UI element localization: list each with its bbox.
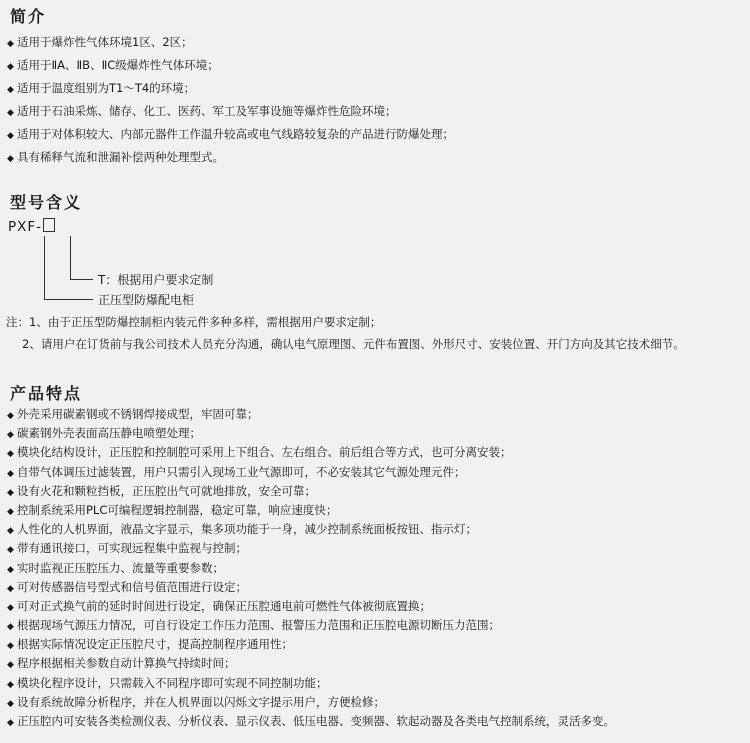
bullet-icon: ◆ bbox=[7, 85, 14, 95]
bullet-icon: ◆ bbox=[7, 602, 14, 613]
list-item: ◆ 模块化程序设计，只需载入不同程序即可实现不同控制功能； bbox=[7, 674, 615, 693]
list-item: ◆ 适用于石油采炼、储存、化工、医药、军工及军事设施等爆炸性危险环境； bbox=[7, 100, 454, 123]
list-item: ◆ 外壳采用碳素钢或不锈钢焊接成型，牢固可靠； bbox=[7, 405, 615, 424]
intro-title: 简介 bbox=[10, 7, 47, 26]
bullet-icon: ◆ bbox=[7, 154, 14, 164]
list-item: ◆ 自带气体调压过滤装置，用户只需引入现场工业气源即可，不必安装其它气源处理元件； bbox=[7, 463, 615, 482]
list-item: ◆ 设有系统故障分析程序，并在人机界面以闪烁文字提示用户，方便检修； bbox=[7, 693, 615, 712]
list-item: ◆ 带有通讯接口，可实现远程集中监视与控制； bbox=[7, 539, 615, 558]
bullet-icon: ◆ bbox=[7, 108, 14, 118]
cabinet-label: 正压型防爆配电柜 bbox=[98, 293, 195, 307]
bullet-icon: ◆ bbox=[7, 641, 14, 652]
features-list bbox=[7, 405, 615, 731]
list-item: ◆ 控制系统采用PLC可编程逻辑控制器，稳定可靠，响应速度快； bbox=[7, 501, 615, 520]
list-item: ◆ 适用于温度组别为T1～T4的环境； bbox=[7, 77, 454, 100]
bullet-icon: ◆ bbox=[7, 430, 14, 441]
t-label: T：根据用户要求定制 bbox=[98, 273, 214, 287]
bullet-icon: ◆ bbox=[7, 62, 14, 72]
bullet-icon: ◆ bbox=[7, 583, 14, 594]
note-2: 2、请用户在订货前与我公司技术人员充分沟通，确认电气原理图、元件布置图、外形尺寸、安装位置、开门方向及其它技术细节。 bbox=[22, 337, 685, 351]
intro-list bbox=[7, 31, 454, 169]
bullet-icon: ◆ bbox=[7, 679, 14, 690]
list-item: ◆ 可对正式换气前的延时时间进行设定，确保正压腔通电前可燃性气体被彻底置换； bbox=[7, 597, 615, 616]
bullet-icon: ◆ bbox=[7, 449, 14, 460]
model-code: PXF- bbox=[8, 218, 55, 235]
cabinet-bracket bbox=[44, 236, 93, 300]
list-item: ◆ 模块化结构设计，正压腔和控制腔可采用上下组合、左右组合、前后组合等方式，也可分离安装； bbox=[7, 443, 615, 462]
placeholder-box-icon bbox=[43, 218, 55, 232]
bullet-icon: ◆ bbox=[7, 506, 14, 517]
bullet-icon: ◆ bbox=[7, 718, 14, 728]
bullet-icon: ◆ bbox=[7, 411, 14, 421]
list-item: ◆ 适用于ⅡA、ⅡB、ⅡC级爆炸性气体环境； bbox=[7, 54, 454, 77]
list-item: ◆ 程序根据相关参数自动计算换气持续时间； bbox=[7, 654, 615, 673]
note-1: 注：1、由于正压型防爆控制柜内装元件多种多样，需根据用户要求定制； bbox=[6, 315, 382, 329]
list-item: ◆ 实时监视正压腔压力、流量等重要参数； bbox=[7, 559, 615, 578]
bullet-icon: ◆ bbox=[7, 487, 14, 498]
bullet-icon: ◆ bbox=[7, 39, 14, 49]
bullet-icon: ◆ bbox=[7, 545, 14, 556]
bullet-icon: ◆ bbox=[7, 564, 14, 575]
list-item: ◆ 具有稀释气流和泄漏补偿两种处理型式。 bbox=[7, 146, 454, 169]
features-title: 产品特点 bbox=[10, 384, 83, 403]
list-item: ◆ 根据现场气源压力情况，可自行设定工作压力范围、报警压力范围和正压腔电源切断压力范围； bbox=[7, 616, 615, 635]
bullet-icon: ◆ bbox=[7, 526, 14, 537]
bullet-icon: ◆ bbox=[7, 131, 14, 141]
list-item: ◆ 根据实际情况设定正压腔尺寸，提高控制程序通用性； bbox=[7, 635, 615, 654]
list-item: ◆ 可对传感器信号型式和信号值范围进行设定； bbox=[7, 578, 615, 597]
bullet-icon: ◆ bbox=[7, 660, 14, 671]
list-item: ◆ 适用于对体积较大、内部元器件工作温升较高或电气线路较复杂的产品进行防爆处理； bbox=[7, 123, 454, 146]
list-item: ◆ 适用于爆炸性气体环境1区、2区； bbox=[7, 31, 454, 54]
list-item: ◆ 设有火花和颗粒挡板，正压腔出气可就地排放，安全可靠； bbox=[7, 482, 615, 501]
list-item: ◆ 正压腔内可安装各类检测仪表、分析仪表、显示仪表、低压电器、变频器、软起动器及各类电气控制系统，灵活多变。 bbox=[7, 712, 615, 731]
list-item: ◆ 人性化的人机界面，液晶文字显示，集多项功能于一身，减少控制系统面板按钮、指示灯； bbox=[7, 520, 615, 539]
bullet-icon: ◆ bbox=[7, 622, 14, 633]
bullet-icon: ◆ bbox=[7, 698, 14, 709]
bullet-icon: ◆ bbox=[7, 468, 14, 479]
model-title: 型号含义 bbox=[10, 193, 83, 212]
list-item: ◆ 碳素钢外壳表面高压静电喷塑处理； bbox=[7, 424, 615, 443]
